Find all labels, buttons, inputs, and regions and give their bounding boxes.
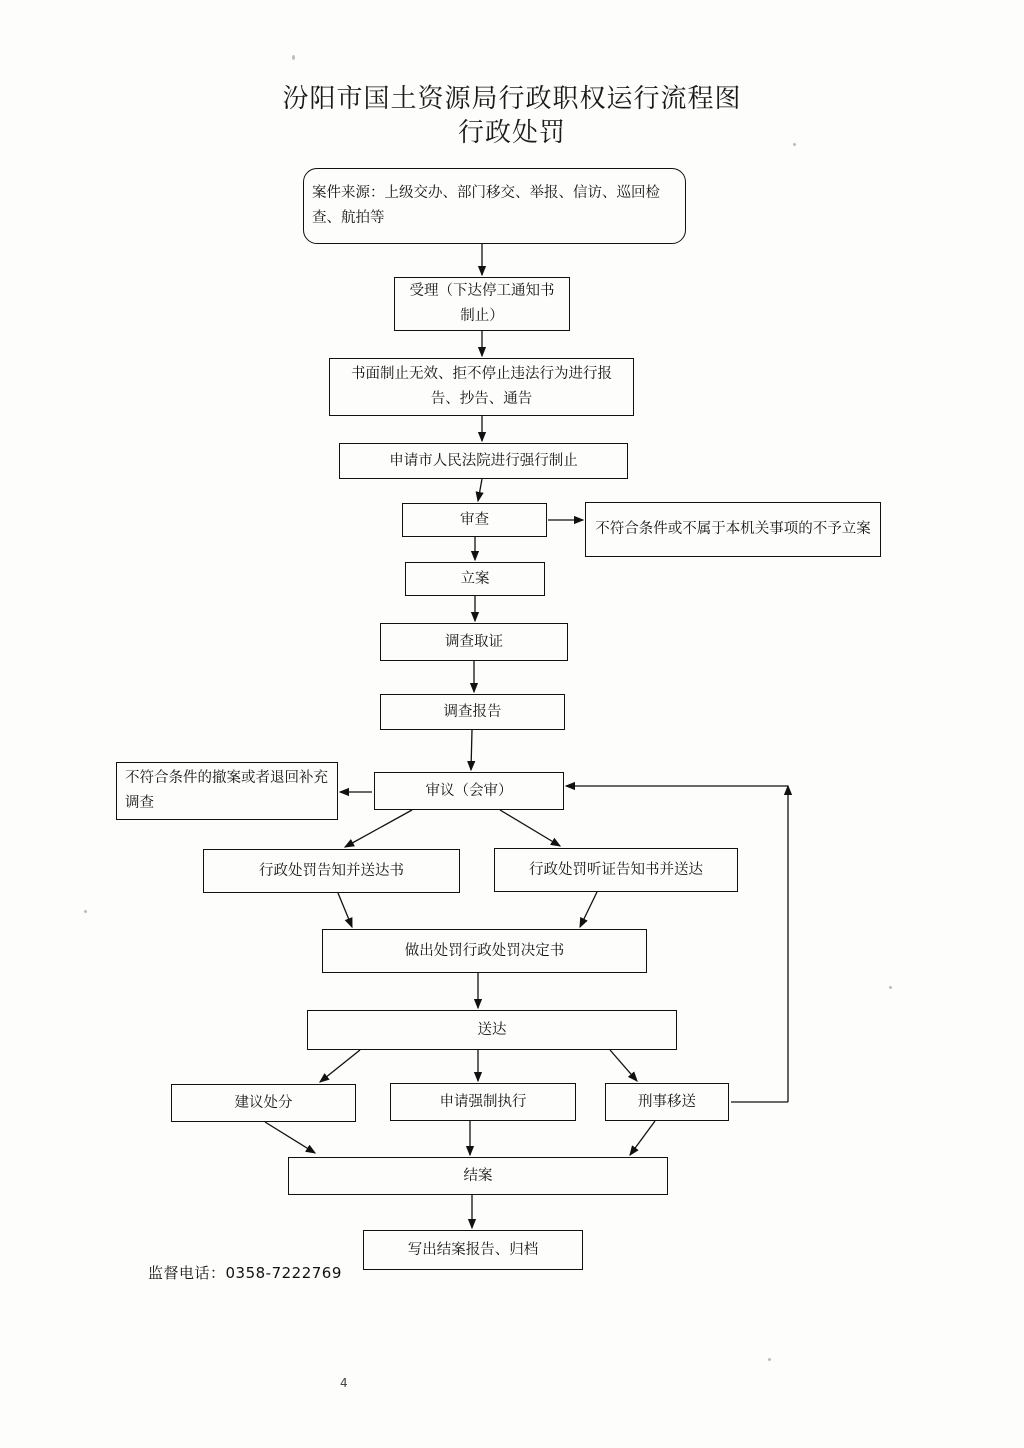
node-case-closure[interactable]: 结案 bbox=[288, 1157, 668, 1195]
node-compulsory-enforcement[interactable]: 申请强制执行 bbox=[390, 1083, 576, 1121]
node-hearing-notice[interactable]: 行政处罚听证告知书并送达 bbox=[494, 848, 738, 892]
node-written-report[interactable]: 书面制止无效、拒不停止违法行为进行报告、抄告、通告 bbox=[329, 358, 634, 416]
node-case-filing[interactable]: 立案 bbox=[405, 562, 545, 596]
node-review[interactable]: 审查 bbox=[402, 503, 547, 537]
node-withdraw-or-supplement[interactable]: 不符合条件的撤案或者退回补充调查 bbox=[116, 762, 338, 820]
node-court-application[interactable]: 申请市人民法院进行强行制止 bbox=[339, 443, 628, 479]
page-subtitle: 行政处罚 bbox=[457, 118, 566, 148]
node-criminal-transfer[interactable]: 刑事移送 bbox=[605, 1083, 729, 1121]
node-penalty-decision[interactable]: 做出处罚行政处罚决定书 bbox=[322, 929, 647, 973]
node-not-filed[interactable]: 不符合条件或不属于本机关事项的不予立案 bbox=[585, 502, 881, 557]
page-title: 汾阳市国土资源局行政职权运行流程图 bbox=[282, 84, 742, 114]
node-closure-report-archive[interactable]: 写出结案报告、归档 bbox=[363, 1230, 583, 1270]
node-case-source[interactable]: 案件来源：上级交办、部门移交、举报、信访、巡回检查、航拍等 bbox=[303, 168, 686, 244]
page-number: 4 bbox=[340, 1376, 348, 1390]
node-deliberation[interactable]: 审议（会审） bbox=[374, 772, 564, 810]
node-investigation-report[interactable]: 调查报告 bbox=[380, 694, 565, 730]
node-acceptance[interactable]: 受理（下达停工通知书制止） bbox=[394, 277, 570, 331]
node-investigation[interactable]: 调查取证 bbox=[380, 623, 568, 661]
scan-speck bbox=[889, 986, 892, 989]
node-disciplinary-suggestion[interactable]: 建议处分 bbox=[171, 1084, 356, 1122]
node-delivery[interactable]: 送达 bbox=[307, 1010, 677, 1050]
supervision-phone: 监督电话：0358-7222769 bbox=[148, 1264, 342, 1282]
scan-speck bbox=[84, 910, 87, 913]
scan-speck bbox=[292, 55, 295, 60]
scan-speck bbox=[768, 1358, 771, 1361]
scan-speck bbox=[793, 143, 796, 146]
node-penalty-notice[interactable]: 行政处罚告知并送达书 bbox=[203, 849, 460, 893]
